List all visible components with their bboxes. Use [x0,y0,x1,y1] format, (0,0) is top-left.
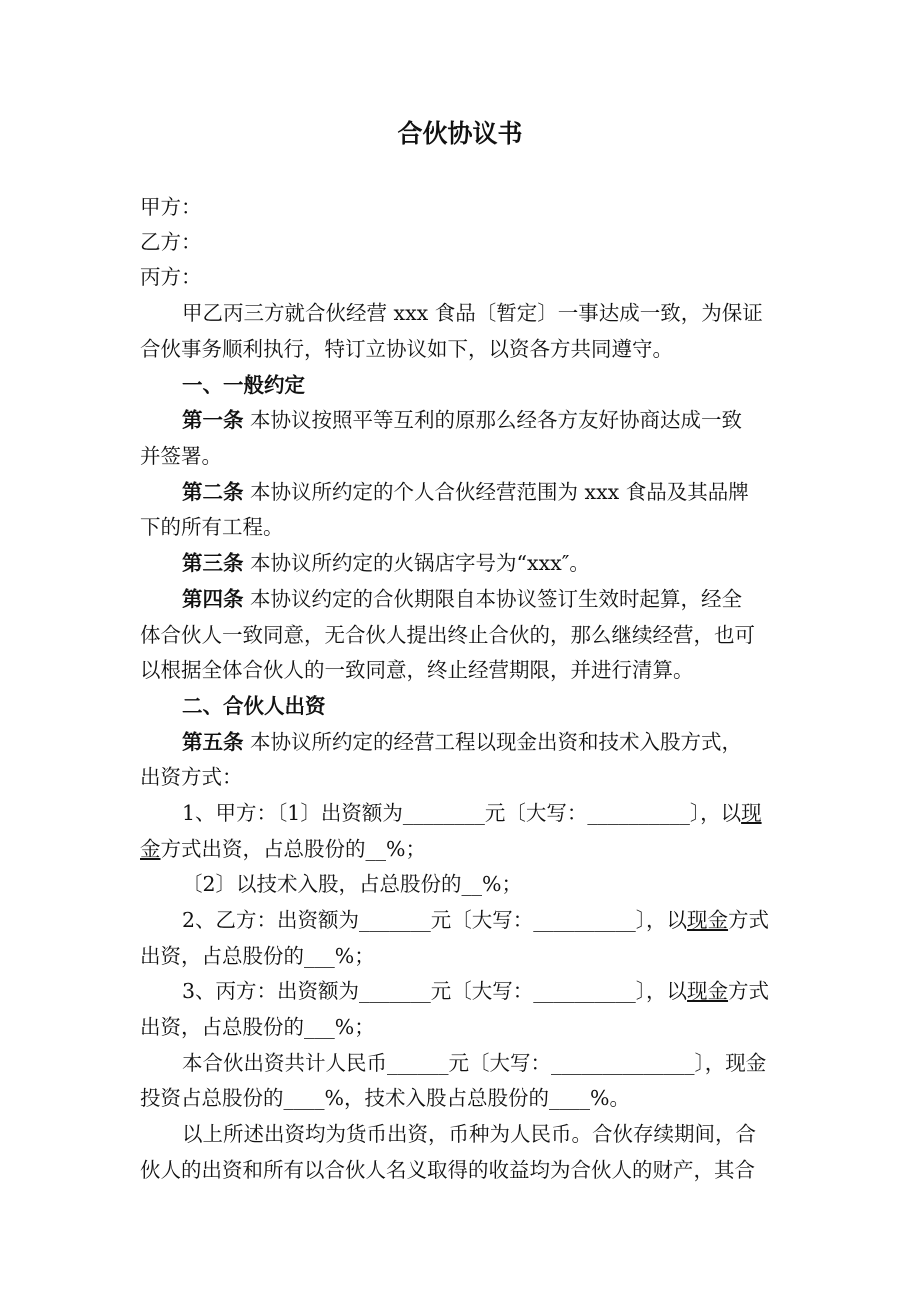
intro-line-2: 合伙事务顺利执行，特订立协议如下，以资各方共同遵守。 [140,337,673,361]
closing-line-2: 伙人的出资和所有以合伙人名义取得的收益均为合伙人的财产，其合 [140,1158,755,1182]
item-2-line-2: 出资，占总股份的___%； [140,944,375,968]
item-3-line-2: 出资，占总股份的___%； [140,1015,375,1039]
article-4-line-1 [182,581,800,617]
party-a-line: 甲方： [140,195,202,219]
item-1-line-3: 〔2〕以技术入股，占总股份的__%； [182,872,523,896]
article-2-line-1 [182,474,800,510]
article-1-label: 第一条 [182,408,244,432]
article-5-text: 本协议所约定的经营工程以现金出资和技术入股方式， [250,730,743,754]
article-5-label: 第五条 [182,730,244,754]
total-line-2: 投资占总股份的____%，技术入股占总股份的____%。 [140,1086,630,1110]
item-3-text-post: 方式 [728,979,770,1003]
article-2-text: 本协议所约定的个人合伙经营范围为 xxx 食品及其品牌 [250,480,749,504]
article-3-line-1 [182,545,800,581]
article-2-line-2: 下的所有工程。 [140,515,284,539]
article-1-line-2: 并签署。 [140,444,222,468]
article-4-line-2: 体合伙人一致同意，无合伙人提出终止合伙的，那么继续经营，也可 [140,623,755,647]
section-1-heading: 一、一般约定 [182,373,305,397]
item-2-line-1 [182,902,800,938]
article-4-line-3: 以根据全体合伙人的一致同意，终止经营期限，并进行清算。 [140,658,694,682]
closing-line-1: 以上所述出资均为货币出资，币种为人民币。合伙存续期间，合 [182,1122,756,1146]
item-1-text: 1、甲方：〔1〕出资额为________元〔大写：__________〕，以 [182,801,742,825]
item-1-line-2 [140,831,800,867]
page-title: 合伙协议书 [397,119,523,148]
article-2-label: 第二条 [182,480,244,504]
item-3-text: 3、丙方：出资额为_______元〔大写：__________〕，以 [182,979,688,1003]
item-2-text: 2、乙方：出资额为_______元〔大写：__________〕，以 [182,908,688,932]
party-c-line: 丙方： [140,265,202,289]
article-1-line-1 [182,402,800,438]
item-3-line-1 [182,973,800,1009]
intro-line-1: 甲乙丙三方就合伙经营 xxx 食品〔暂定〕一事达成一致，为保证 [182,301,763,325]
item-3-underlined: 现金 [687,979,729,1003]
total-line-1: 本合伙出资共计人民币______元〔大写：______________〕，现金 [182,1051,767,1075]
section-2-heading: 二、合伙人出资 [182,694,326,718]
item-2-underlined: 现金 [687,908,729,932]
item-2-text-post: 方式 [728,908,770,932]
article-4-label: 第四条 [182,587,244,611]
article-4-text: 本协议约定的合伙期限自本协议签订生效时起算，经全 [250,587,743,611]
item-1-underlined: 现 [741,801,762,825]
article-1-text: 本协议按照平等互利的原那么经各方友好协商达成一致 [250,408,743,432]
item-1-underlined-2: 金 [140,837,161,861]
item-1-text-2: 方式出资，占总股份的__%； [160,837,426,861]
article-3-text: 本协议所约定的火锅店字号为“xxx″。 [250,551,590,575]
item-1-line-1 [182,795,800,831]
article-3-label: 第三条 [182,551,244,575]
article-5-line-1 [182,724,800,760]
article-5-line-2: 出资方式： [140,765,243,789]
party-b-line: 乙方： [140,230,202,254]
